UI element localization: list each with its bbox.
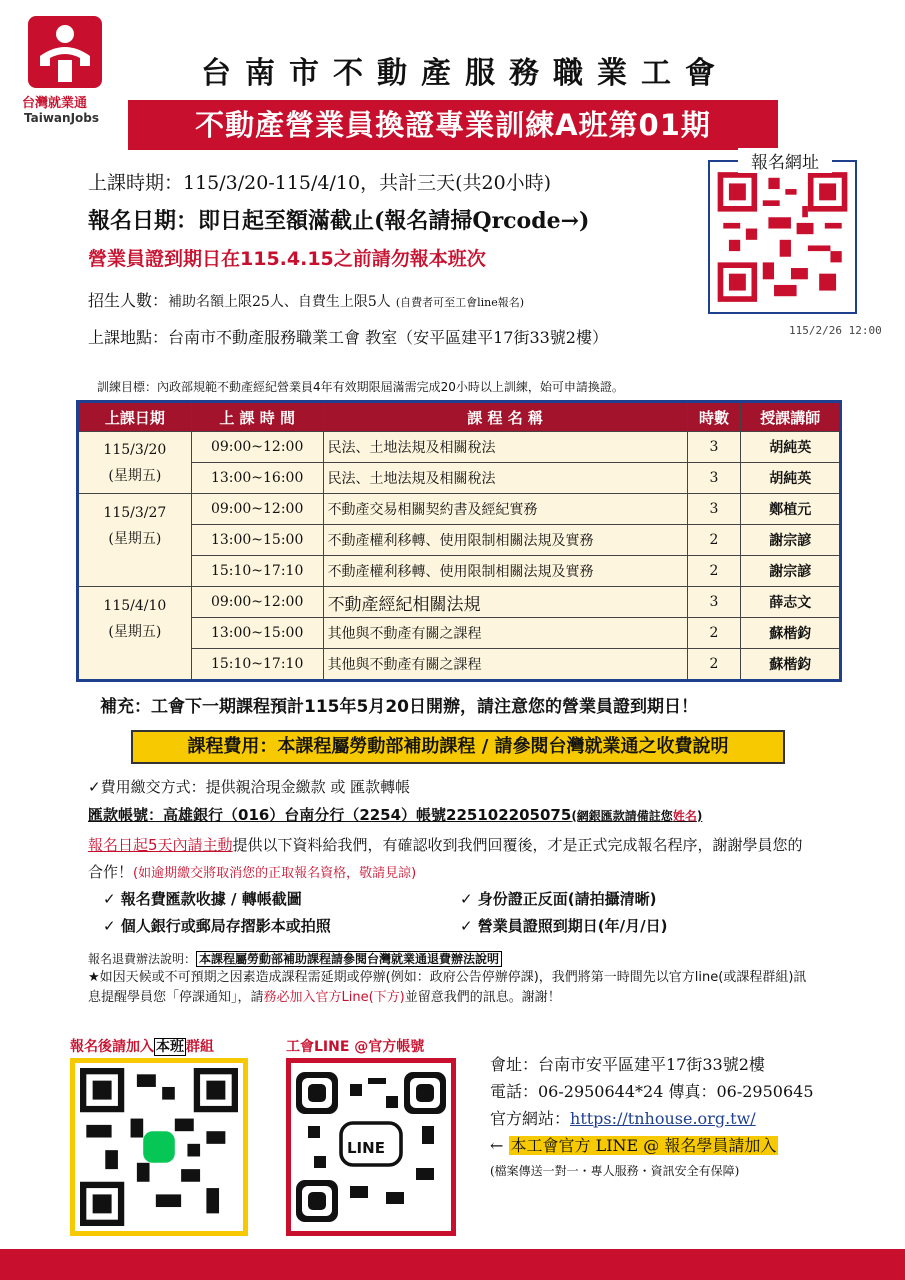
contact-address: 會址：台南市安平區建平17街33號2樓 <box>490 1055 765 1074</box>
notice-deadline: 報名日起5天內請主動 <box>88 836 233 854</box>
submission-notice <box>88 832 808 887</box>
group-qr-label <box>70 1036 214 1056</box>
course-hours: 2 <box>687 618 741 649</box>
day-cell <box>78 432 192 494</box>
location-text: 上課地點：台南市不動產服務職業工會 教室（安平區建平17街33號2樓） <box>88 328 608 347</box>
class-title-banner: 不動產營業員換證專業訓練A班第01期 <box>128 100 778 150</box>
notice-text: 提供以下資料給我們，有確認收到我們回覆後，才是正式完成報名程序，謝謝學員您的合作！ <box>88 836 803 881</box>
table-row <box>78 649 841 681</box>
fee-box: 課程費用：本課程屬勞動部補助課程 / 請參閱台灣就業通之收費說明 <box>131 730 785 764</box>
checklist-item <box>103 888 302 909</box>
teacher-name: 胡純英 <box>741 463 841 494</box>
teacher-name: 蘇楷鈞 <box>741 649 841 681</box>
period-text: 上課時期：115/3/20-115/4/10，共計三天(共20小時) <box>88 172 552 194</box>
class-time: 13:00~16:00 <box>191 463 323 494</box>
website-link[interactable]: https://tnhouse.org.tw/ <box>570 1109 756 1128</box>
checklist-item <box>460 915 667 936</box>
line-join-note: 本工會官方 LINE @ 報名學員請加入 <box>510 1136 777 1155</box>
course-hours: 3 <box>687 494 741 525</box>
teacher-name: 鄭植元 <box>741 494 841 525</box>
day-cell <box>78 494 192 587</box>
header-course: 課 程 名 稱 <box>323 402 687 432</box>
cancellation-text-red: 務必加入官方Line(下方) <box>263 990 405 1005</box>
checklist-label: 身份證正反面(請拍攝清晰) <box>477 890 657 908</box>
line-join-line <box>490 1133 778 1156</box>
registration-qr-frame[interactable] <box>708 160 857 314</box>
course-name: 不動產交易相關契約書及經紀實務 <box>323 494 687 525</box>
class-time: 13:00~15:00 <box>191 618 323 649</box>
checklist-label: 報名費匯款收據 / 轉帳截圖 <box>120 890 302 908</box>
schedule-table <box>76 400 842 682</box>
class-weekday: (星期五) <box>108 624 162 640</box>
class-weekday: (星期五) <box>108 531 162 547</box>
group-qr-label-b: 群組 <box>186 1039 214 1055</box>
class-time: 13:00~15:00 <box>191 525 323 556</box>
table-row <box>78 525 841 556</box>
cancellation-text-a: ★如因天候或不可預期之因素造成課程需延期或停辦(例如：政府公告停辦停課)，我們將第一時間先以官方line(或課程群組)訊息提醒學員您「停課通知」，請 <box>88 970 807 1005</box>
course-hours: 3 <box>687 587 741 618</box>
course-hours: 2 <box>687 525 741 556</box>
taiwanjobs-logo <box>22 16 112 128</box>
header-time: 上 課 時 間 <box>191 402 323 432</box>
refund-label: 報名退費辦法說明： <box>88 952 197 966</box>
course-name: 不動產經紀相關法規 <box>323 587 687 618</box>
line-logo-text: LINE <box>347 1139 385 1157</box>
class-time: 09:00~12:00 <box>191 432 323 463</box>
website-label: 官方網站： <box>490 1109 571 1128</box>
class-date: 115/3/27 <box>103 505 167 521</box>
group-qr-label-a: 報名後請加入 <box>70 1039 154 1055</box>
group-qr-label-boxed: 本班 <box>156 1039 184 1055</box>
table-row <box>78 463 841 494</box>
left-arrow-icon: ← <box>490 1136 504 1155</box>
bank-account-line <box>88 804 702 825</box>
cancellation-text-b: 並留意我們的訊息。謝謝！ <box>404 990 561 1005</box>
refund-policy-box: 本課程屬勞動部補助課程請參閱台灣就業通退費辦法說明 <box>196 951 502 967</box>
logo-name-en: TaiwanJobs <box>24 111 100 125</box>
org-title: 台南市不動產服務職業工會 <box>201 56 729 91</box>
cancellation-notice <box>88 968 818 1008</box>
class-weekday: (星期五) <box>108 467 162 484</box>
enrollment-label: 招生人數： <box>88 291 169 310</box>
checklist-label: 營業員證照到期日(年/月/日) <box>477 917 668 935</box>
group-qr-frame[interactable] <box>70 1058 248 1236</box>
table-row <box>78 432 841 463</box>
teacher-name: 薛志文 <box>741 587 841 618</box>
course-hours: 3 <box>687 463 741 494</box>
class-time: 09:00~12:00 <box>191 494 323 525</box>
footer-bar <box>0 1249 905 1280</box>
expiry-warning: 營業員證到期日在115.4.15之前請勿報本班次 <box>88 248 486 270</box>
check-icon: ✓ <box>103 917 121 935</box>
enrollment-line <box>88 288 524 311</box>
notice-warning: (如逾期繳交將取消您的正取報名資格，敬請見諒) <box>133 866 417 881</box>
course-name: 其他與不動產有關之課程 <box>323 649 687 681</box>
course-hours: 2 <box>687 556 741 587</box>
timestamp: 115/2/26 12:00 <box>789 324 882 337</box>
check-icon: ✓ <box>460 917 478 935</box>
class-date: 115/3/20 <box>103 441 167 458</box>
class-time: 15:10~17:10 <box>191 649 323 681</box>
class-time: 15:10~17:10 <box>191 556 323 587</box>
teacher-name: 蘇楷鈞 <box>741 618 841 649</box>
enrollment-note: (自費者可至工會line報名) <box>395 296 525 309</box>
course-hours: 3 <box>687 432 741 463</box>
course-name: 民法、土地法規及相關稅法 <box>323 432 687 463</box>
teacher-name: 謝宗諺 <box>741 525 841 556</box>
check-icon: ✓ <box>88 778 101 796</box>
course-name: 不動產權利移轉、使用限制相關法規及實務 <box>323 556 687 587</box>
schedule-header-row <box>78 402 841 432</box>
payment-method-line <box>88 776 410 797</box>
course-hours: 2 <box>687 649 741 681</box>
table-row <box>78 494 841 525</box>
refund-line <box>88 950 502 967</box>
header-hours: 時數 <box>687 402 741 432</box>
course-name: 民法、土地法規及相關稅法 <box>323 463 687 494</box>
training-goal: 訓練目標：內政部規範不動產經紀營業員4年有效期限屆滿需完成20小時以上訓練，始可申請換證。 <box>97 380 624 394</box>
header-date: 上課日期 <box>78 402 192 432</box>
course-name: 不動產權利移轉、使用限制相關法規及實務 <box>323 525 687 556</box>
account-note-name: 姓名 <box>672 809 697 823</box>
table-row <box>78 618 841 649</box>
group-qr-code-icon[interactable] <box>80 1068 238 1226</box>
registration-qr-code-icon[interactable] <box>712 164 853 310</box>
checklist-item <box>460 888 657 909</box>
enrollment-text: 補助名額上限25人、自費生上限5人 <box>168 294 391 310</box>
logo-mark-icon <box>28 16 102 88</box>
account-note: (網銀匯款請備註您 <box>571 809 673 823</box>
registration-date: 報名日期：即日起至額滿截止(報名請掃Qrcode→) <box>88 208 590 234</box>
registration-qr-label: 報名網址 <box>738 148 832 173</box>
supplement-note: 補充：工會下一期課程預計115年5月20日開辦，請注意您的營業員證到期日！ <box>100 697 698 717</box>
header-teacher: 授課講師 <box>741 402 841 432</box>
payment-method: 費用繳交方式：提供親洽現金繳款 或 匯款轉帳 <box>100 778 411 796</box>
teacher-name: 謝宗諺 <box>741 556 841 587</box>
line-qr-label: 工會LINE @官方帳號 <box>286 1039 425 1055</box>
class-date: 115/4/10 <box>103 598 167 614</box>
day-cell <box>78 587 192 681</box>
table-row <box>78 556 841 587</box>
contact-website-line <box>490 1106 756 1129</box>
class-time: 09:00~12:00 <box>191 587 323 618</box>
contact-phone: 電話：06-2950644*24 傳真：06-2950645 <box>490 1082 814 1101</box>
checklist-label: 個人銀行或郵局存摺影本或拍照 <box>120 917 331 935</box>
check-icon: ✓ <box>103 890 121 908</box>
contact-footnote: (檔案傳送一對一・專人服務・資訊安全有保障) <box>490 1164 740 1178</box>
course-name: 其他與不動產有關之課程 <box>323 618 687 649</box>
table-row <box>78 587 841 618</box>
bank-account: 匯款帳號：高雄銀行（016）台南分行（2254）帳號225102205075 <box>88 806 572 824</box>
checklist-item <box>103 915 331 936</box>
logo-name-zh: 台灣就業通 <box>22 96 88 111</box>
teacher-name: 胡純英 <box>741 432 841 463</box>
account-note-end: ) <box>696 809 703 823</box>
check-icon: ✓ <box>460 890 478 908</box>
line-qr-frame[interactable] <box>286 1058 456 1236</box>
